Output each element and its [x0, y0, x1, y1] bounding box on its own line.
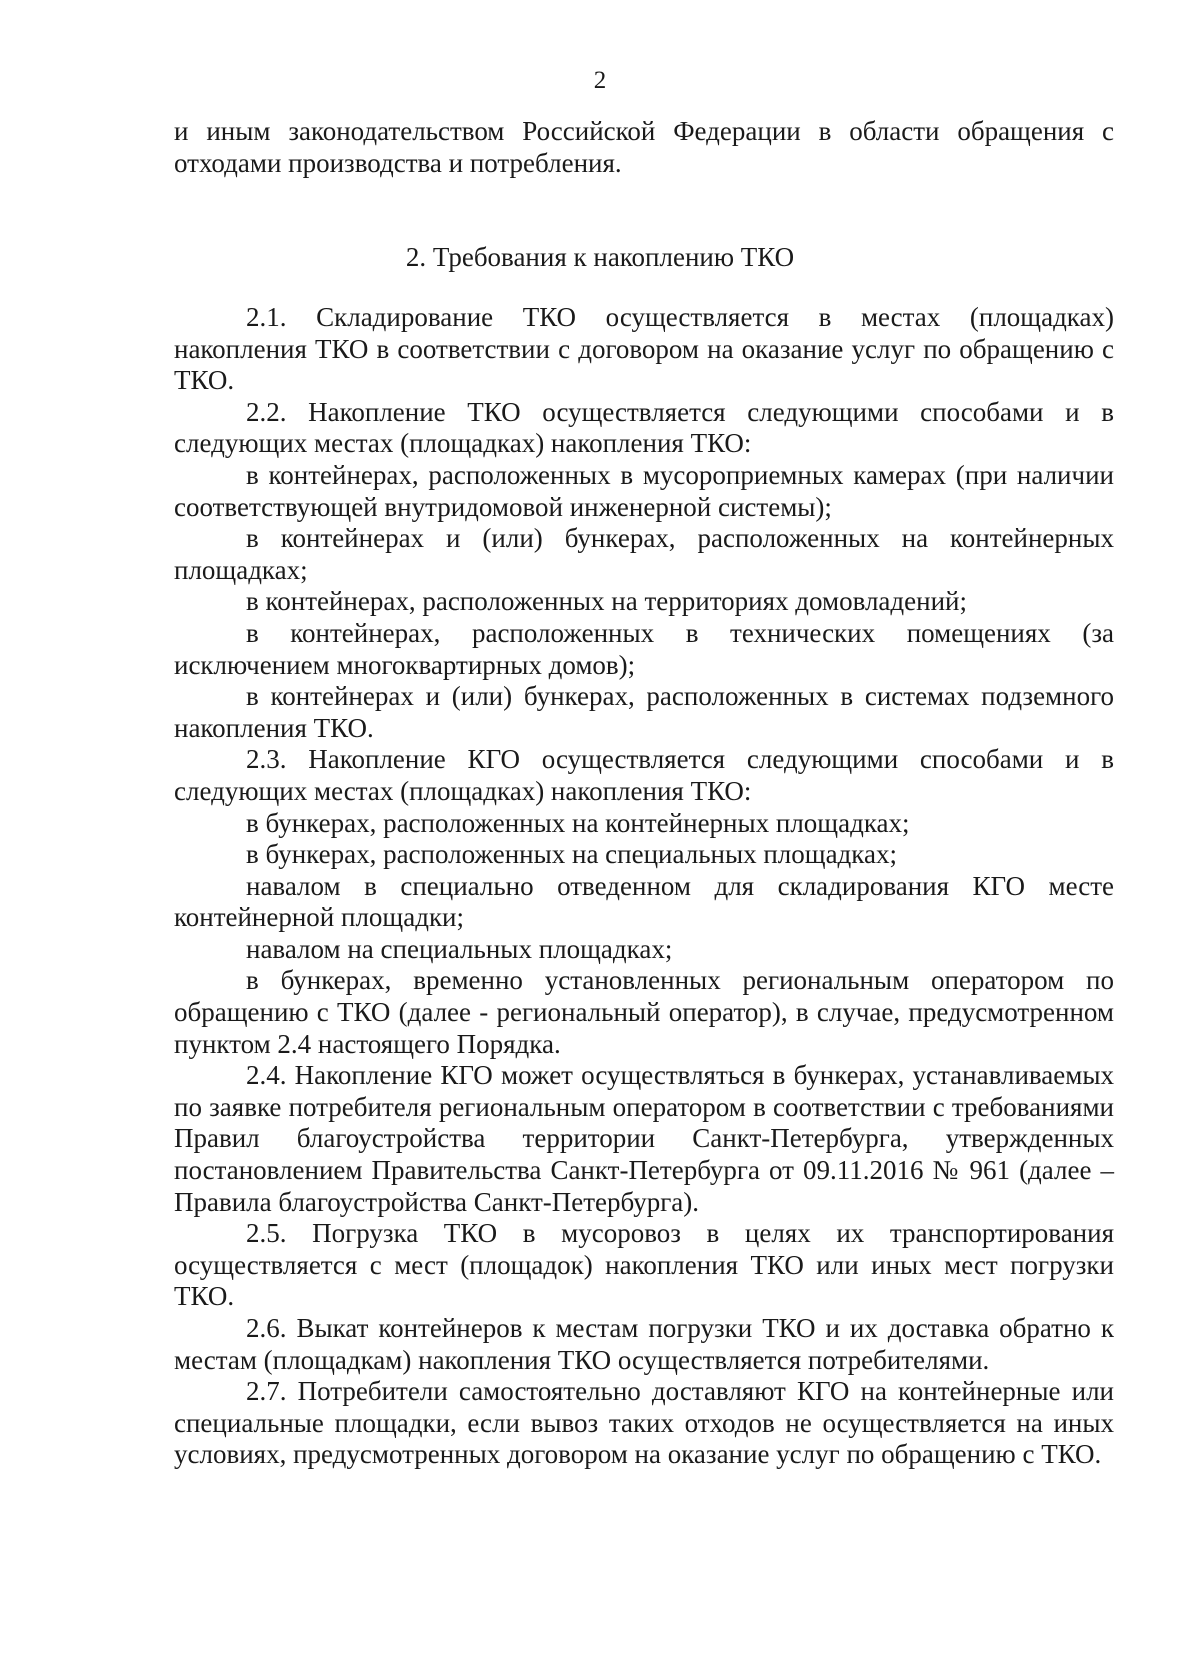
paragraph-2-2: 2.2. Накопление ТКО осуществляется следующими способами и в следующих местах (площадках) накопления ТКО:: [174, 396, 1114, 459]
intro-text-block: [174, 116, 1114, 179]
paragraph-2-4: 2.4. Накопление КГО может осуществляться в бункерах, устанавливаемых по заявке потребителя региональным оператором в соответствии с требованиями Правил благоустройства территории Санкт-Петербурга, утвержденных постановлением Правительства Санкт-Петербурга от 09.11.2016 № 961 (далее – Правила благоустройства Санкт-Петербурга).: [174, 1060, 1114, 1217]
page-number: 2: [593, 67, 607, 94]
list-item: в бункерах, временно установленных региональным оператором по обращению с ТКО (далее - региональный оператор), в случае, предусмотренном пунктом 2.4 настоящего Порядка.: [174, 965, 1114, 1059]
section-body: [174, 302, 1114, 1471]
list-item: в контейнерах, расположенных на территориях домовладений;: [246, 586, 967, 617]
paragraph-2-1: 2.1. Складирование ТКО осуществляется в местах (площадках) накопления ТКО в соответствии с договором на оказание услуг по обращению с ТКО.: [174, 302, 1114, 396]
paragraph-2-7: 2.7. Потребители самостоятельно доставляют КГО на контейнерные или специальные площадки, если вывоз таких отходов не осуществляется на иных условиях, предусмотренных договором на оказание услуг по обращению с ТКО.: [174, 1376, 1114, 1470]
paragraph-2-5: 2.5. Погрузка ТКО в мусоровоз в целях их транспортирования осуществляется с мест (площадок) накопления ТКО или иных мест погрузки ТКО.: [174, 1218, 1114, 1312]
intro-paragraph: и иным законодательством Российской Федерации в области обращения с отходами производства и потребления.: [174, 116, 1114, 178]
list-item: в контейнерах и (или) бункерах, расположенных на контейнерных площадках;: [174, 523, 1114, 585]
paragraph-2-3: 2.3. Накопление КГО осуществляется следующими способами и в следующих местах (площадках) накопления ТКО:: [174, 744, 1114, 806]
list-item: навалом в специально отведенном для складирования КГО месте контейнерной площадки;: [174, 870, 1114, 933]
section-heading: 2. Требования к накоплению ТКО: [405, 242, 795, 272]
list-item: в контейнерах, расположенных в мусороприемных камерах (при наличии соответствующей внутридомовой инженерной системы);: [174, 459, 1114, 522]
list-item: в бункерах, расположенных на контейнерных площадках;: [246, 807, 910, 838]
list-item: в контейнерах, расположенных в технических помещениях (за исключением многоквартирных домов);: [174, 617, 1114, 680]
paragraph-2-6: 2.6. Выкат контейнеров к местам погрузки ТКО и их доставка обратно к местам (площадкам) накопления ТКО осуществляется потребителями.: [174, 1313, 1114, 1375]
list-item: навалом на специальных площадках;: [246, 933, 673, 964]
list-item: в бункерах, расположенных на специальных площадках;: [246, 839, 897, 870]
list-item: в контейнерах и (или) бункерах, расположенных в системах подземного накопления ТКО.: [174, 681, 1114, 743]
